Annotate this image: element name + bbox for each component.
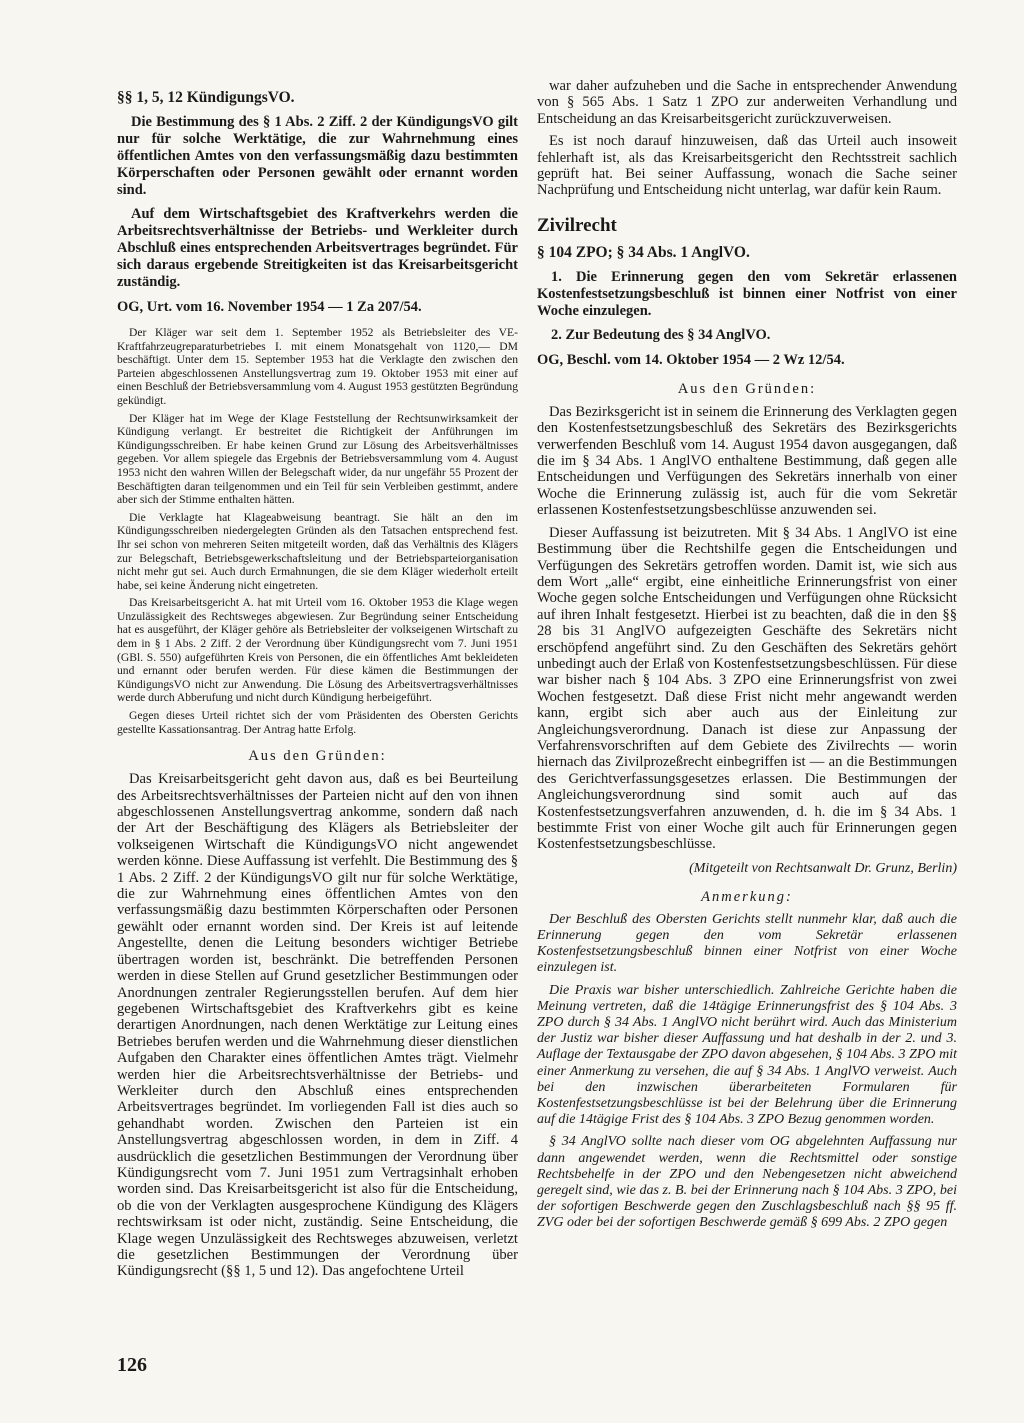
facts-paragraph: Der Kläger hat im Wege der Klage Feststellung der Rechtsunwirksamkeit der Kündigung verlangt. Er bestreitet die Richtigkeit der Anführungen im Kündigungsschreiben. Er habe keinen Grund zur Lösung des Arbeitsverhältnisses gegeben. Vor allem spiegele das Ergebnis der Betriebsversammlung vom 4. August 1953 nicht den wahren Willen der Belegschaft wider, da nur ungefähr 55 Prozent der Beschäftigten daran teilgenommen und ein Teil für sein Verbleiben gestimmt, andere aber sich der Stimme enthalten hätten. [117, 411, 518, 507]
facts-paragraph: Der Kläger war seit dem 1. September 1952 als Betriebsleiter des VE-Kraftfahrzeugreparaturbetriebes I. mit einem Monatsgehalt von 1120,— DM beschäftigt. Unter dem 15. September 1953 hat die Verklagte den zwischen den Parteien abgeschlossenen Anstellungsvertrag zum 19. Oktober 1953 mit einer auf einen Beschluß der Betriebsversammlung vom 4. August 1953 gestützten Begründung gekündigt. [117, 326, 518, 407]
headnote-1: 1. Die Erinnerung gegen den vom Sekretär erlassenen Kostenfestsetzungsbeschluß ist binnen einer Notfrist von einer Woche einzulegen. [537, 268, 957, 319]
note-paragraph: Der Beschluß des Obersten Gerichts stellt nunmehr klar, daß auch die Erinnerung gegen den vom Sekretär erlassenen Kostenfestsetzungsbeschluß binnen einer Notfrist von einer Woche einzulegen ist. [537, 911, 957, 976]
decision-citation: OG, Beschl. vom 14. Oktober 1954 — 2 Wz 12/54. [537, 351, 845, 368]
facts-paragraph: Die Verklagte hat Klageabweisung beantragt. Sie hält an den im Kündigungsschreiben niedergelegten Gründen als den Tatsachen entsprechend fest. Ihr sei schon von mehreren Seiten mitgeteilt worden, daß das Verhältnis des Klägers zur Belegschaft, Betriebsgewerkschaftsleitung und der Betriebsparteiorganisation nicht mehr gut sei. Auch durch Ermahnungen, die sie dem Kläger wiederholt erteilt habe, sei keine Änderung nicht eingetreten. [117, 510, 518, 592]
facts-paragraph: Gegen dieses Urteil richtet sich der vom Präsidenten des Obersten Gerichts gestellte Kassationsantrag. Der Antrag hatte Erfolg. [117, 709, 518, 736]
law-reference: § 104 ZPO; § 34 Abs. 1 AnglVO. [537, 243, 750, 261]
reasons-paragraph: Das Bezirksgericht ist in seinem die Erinnerung des Verklagten gegen den Kostenfestsetzungsbeschluß des Sekretärs des Bezirksgerichts verwerfenden Beschluß vom 14. August 1954 davon ausgegangen, daß die im § 34 Abs. 1 AnglVO enthaltene Bestimmung, daß gegen alle Entscheidungen und Verfügungen des Sekretärs innerhalb von einer Woche die Erinnerung zulässig ist, auch für die vom Sekretär erlassenen Kostenfestsetzungsbeschlüsse anzuwenden sei. [537, 403, 957, 519]
decision-citation: OG, Urt. vom 16. November 1954 — 1 Za 207/54. [117, 299, 422, 315]
note-paragraph: Die Praxis war bisher unterschiedlich. Zahlreiche Gerichte haben die Meinung vertreten, daß die 14tägige Erinnerungsfrist des § 104 Abs. 3 ZPO durch § 34 Abs. 1 AnglVO nicht berührt wird. Auch das Ministerium der Justiz war bisher dieser Auffassung und hat deshalb in der 2. und 3. Auflage der Textausgabe der ZPO davon abgesehen, § 104 Abs. 3 ZPO mit einer Anmerkung zu versehen, die auf § 34 Abs. 1 AnglVO verweist. Auch bei den inzwischen überarbeiteten Formularen für Kostenfestsetzungsbeschlüsse ist bei der Belehrung über die Erinnerung auf die 14tägige Frist des § 104 Abs. 3 ZPO Bezug genommen worden. [537, 982, 957, 1128]
headnote-2: 2. Zur Bedeutung des § 34 AnglVO. [551, 326, 771, 343]
right-column [537, 78, 957, 1232]
law-reference: §§ 1, 5, 12 KündigungsVO. [117, 89, 295, 106]
headnote-2: Auf dem Wirtschaftsgebiet des Kraftverkehrs werden die Arbeitsrechtsverhältnisse der Betriebs- und Werkleiter durch Abschluß eines entsprechenden Arbeitsvertrages begründet. Für sich daraus ergebende Streitigkeiten ist das Kreisarbeitsgericht zuständig. [117, 206, 518, 290]
author-credit: (Mitgeteilt von Rechtsanwalt Dr. Grunz, Berlin) [689, 860, 957, 876]
continuation-paragraph: war daher aufzuheben und die Sache in entsprechender Anwendung von § 565 Abs. 1 Satz 1 ZPO zur anderweiten Verhandlung und Entscheidung an das Kreisarbeitsgericht zurückzuverweisen. [537, 78, 957, 127]
facts-section [117, 326, 518, 736]
reasons-heading: Aus den Gründen: [677, 380, 817, 397]
reasons-paragraph: Dieser Auffassung ist beizutreten. Mit § 34 Abs. 1 AnglVO ist eine Bestimmung über die Rechtshilfe gegen die Entscheidungen und Verfügungen des Sekretärs getroffen worden. Damit ist, wie sich aus dem Wort „alle“ ergibt, eine einheitliche Erinnerungsfrist von einer Woche gegen solche Entscheidungen und Verfügungen ohne Rücksicht auf ihren Inhalt festgesetzt. Hierbei ist zu beachten, daß die in den §§ 28 bis 31 AnglVO aufgezeigten Geschäfte des Sekretärs nicht erschöpfend angeführt sind. Zu den Geschäften des Sekretärs gehört unbedingt auch der Erlaß von Kostenfestsetzungsbeschlüssen. Für diese war bisher nach § 104 Abs. 3 ZPO eine Erinnerungsfrist von zwei Wochen festgesetzt. Daß diese Frist nicht mehr angewandt werden kann, ergibt sich aber auch aus der Einleitung zur Angleichungsverordnung. Danach ist diese zur Anpassung der Verfahrensvorschriften auf dem Gebiete des Zivilrechts — worin hiernach das Zivilprozeßrecht einbegriffen ist — an die Bestimmungen des Gerichtverfassungsgesetzes erlassen. Die Bestimmungen der Angleichungsverordnung sind somit auch auf das Kostenfestsetzungsverfahren anzuwenden, d. h. die im § 34 Abs. 1 bestimmte Frist von einer Woche gilt auch für Erinnerungen gegen Kostenfestsetzungsbeschlüsse. [537, 524, 957, 853]
note-paragraph: § 34 AnglVO sollte nach dieser vom OG abgelehnten Auffassung nur dann angewendet werden, wenn die Rechtsmittel oder sonstige Rechtsbehelfe in der ZPO und den Nebengesetzen nicht abweichend geregelt sind, wie das z. B. bei der Erinnerung nach § 104 Abs. 3 ZPO, bei der sofortigen Beschwerde gegen den Zuschlagsbeschluß nach §§ 95 ff. ZVG oder bei der sofortigen Beschwerde gemäß § 699 Abs. 2 ZPO gegen [537, 1134, 957, 1231]
page-number: 126 [117, 1354, 147, 1376]
section-title: Zivilrecht [537, 214, 617, 236]
note-heading: Anmerkung: [701, 888, 793, 905]
continuation-paragraph: Es ist noch darauf hinzuweisen, daß das Urteil auch insoweit fehlerhaft ist, als das Kreisarbeitsgericht den Rechtsstreit sachlich geprüft hat. Bei seiner Auffassung, wonach die Sache seiner Nachprüfung und Entscheidung nicht unterlag, war dafür kein Raum. [537, 133, 957, 199]
reasons-heading: Aus den Gründen: [248, 748, 387, 765]
reasons-paragraph: Das Kreisarbeitsgericht geht davon aus, daß es bei Beurteilung des Arbeitsrechtsverhältnisses der Parteien nicht auf den von ihnen abgeschlossenen Anstellungsvertrag ankomme, sondern daß nach der Art der Beschäftigung des Klägers als Betriebsleiter der volkseigenen Wirtschaft die KündigungsVO nicht angewendet werden könne. Diese Auffassung ist verfehlt. Die Bestimmung des § 1 Abs. 2 Ziff. 2 der KündigungsVO gilt nur für solche Werktätige, die zur Wahrnehmung eines öffentlichen Amtes von den verfassungsmäßig dazu bestimmten Körperschaften oder Personen gewählt oder ernannt worden sind. Der Kreis ist auf leitende Angestellte, denen die Leitung besonders wichtiger Betriebe übertragen worden ist, beschränkt. Die betreffenden Personen werden in diese Stellen auf Grund gesetzlicher Bestimmungen oder Anordnungen zentraler Regierungsstellen berufen. Auf dem hier gegebenen Wirtschaftsgebiet des Kraftverkehrs gibt es keine derartigen Anordnungen, nach denen Werktätige zur Leitung eines Betriebes berufen werden und die Wahrnehmung dieser dienstlichen Aufgaben den Charakter eines öffentlichen Amtes trägt. Vielmehr werden hier die Arbeitsrechtsverhältnisse der Betriebs- und Werkleiter durch den Abschluß eines entsprechenden Arbeitsvertrages begründet. Im vorliegenden Fall ist dies auch so gehandhabt worden. Zwischen den Parteien ist ein Anstellungsvertrag abgeschlossen worden, in dem in Ziff. 4 ausdrücklich die gesetzlichen Bestimmungen der Verordnung über Kündigungsrecht vom 7. Juni 1951 zum Vertragsinhalt erhoben worden sind. Das Kreisarbeitsgericht ist also für die Entscheidung, ob die von der Verklagten ausgesprochene Kündigung des Klägers rechtswirksam ist oder nicht, zuständig. Seine Entscheidung, die Klage wegen Unzulässigkeit des Rechtsweges abzuweisen, verletzt die gesetzlichen Bestimmungen der Verordnung über Kündigungsrecht (§§ 1, 5 und 12). Das angefochtene Urteil [117, 771, 518, 1280]
left-column [117, 78, 518, 1280]
facts-paragraph: Das Kreisarbeitsgericht A. hat mit Urteil vom 16. Oktober 1953 die Klage wegen Unzulässigkeit des Rechtsweges abgewiesen. Zur Begründung seiner Entscheidung hat es ausgeführt, der Kläger gehöre als Betriebsleiter der volkseigenen Wirtschaft zu dem in § 1 Abs. 2 Ziff. 2 der Verordnung über Kündigungsrecht vom 7. Juni 1951 (GBl. S. 550) aufgeführten Kreis von Personen, die ein öffentliches Amt bekleideten und ernannt oder berufen werden. Für diese kämen die Bestimmungen der KündigungsVO nicht zur Anwendung. Die Lösung des Arbeitsvertragsverhältnisses werde durch Abberufung und nicht durch Kündigung herbeigeführt. [117, 596, 518, 705]
headnote-1: Die Bestimmung des § 1 Abs. 2 Ziff. 2 der KündigungsVO gilt nur für solche Werktätige, die zur Wahrnehmung eines öffentlichen Amtes von den verfassungsmäßig dazu bestimmten Körperschaften oder Personen gewählt oder ernannt worden sind. [117, 114, 518, 198]
